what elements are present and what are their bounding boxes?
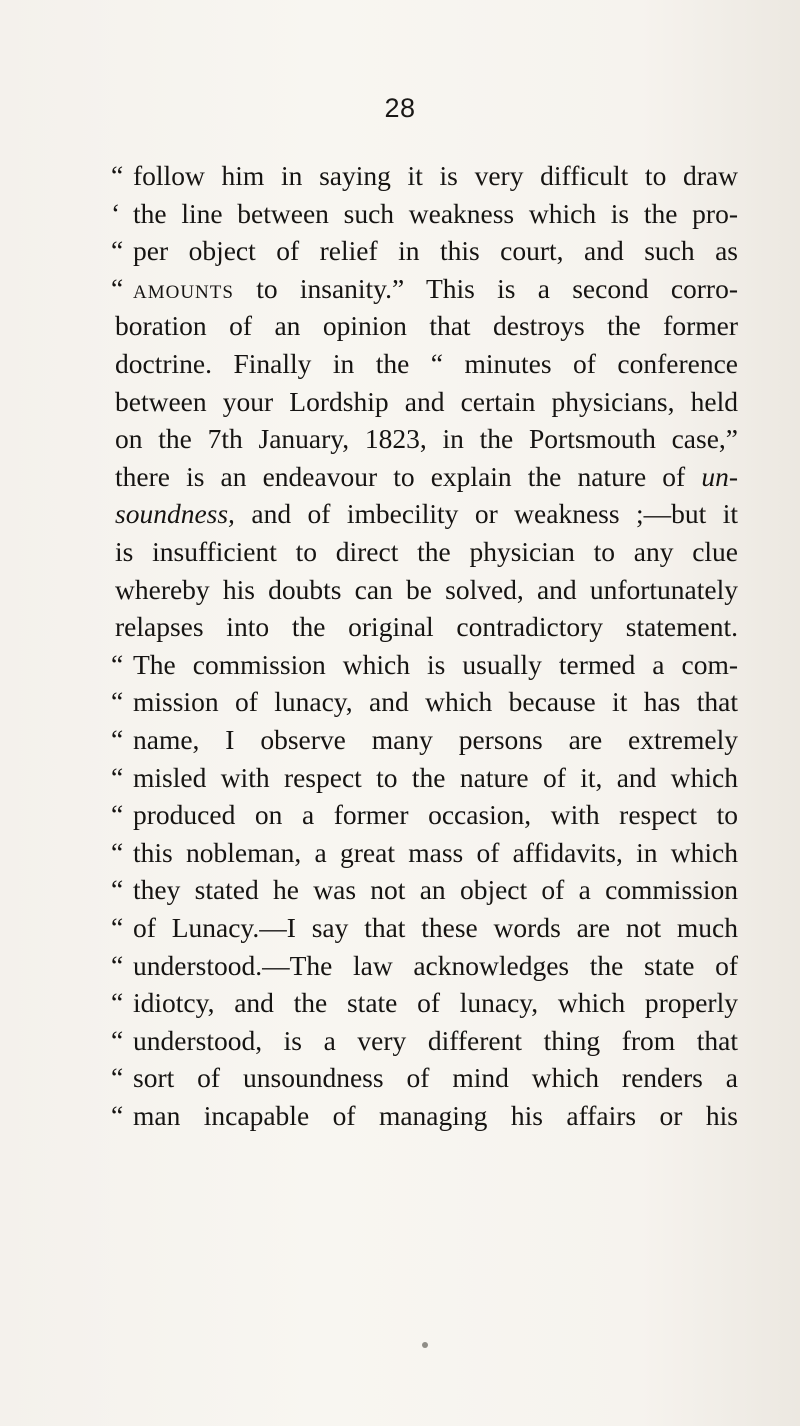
- text-line: [115, 496, 738, 532]
- quote-mark: “: [111, 1024, 124, 1056]
- text-line: [111, 760, 738, 796]
- line-text: relapses into the original contradictory statement.: [115, 611, 738, 643]
- text-line: [111, 158, 738, 194]
- line-text: and of imbecility or weakness ;—but it: [234, 498, 738, 530]
- page-number: 28: [384, 93, 416, 123]
- line-text: doctrine. Finally in the “ minutes of conference: [115, 348, 738, 379]
- line-text: produced on a former occasion, with respect to: [133, 799, 738, 831]
- text-line: [111, 835, 738, 871]
- text-line: [111, 722, 738, 758]
- line-text: on the 7th January, 1823, in the Portsmouth case,”: [115, 423, 738, 455]
- line-text: sort of unsoundness of mind which renders a: [133, 1062, 738, 1094]
- line-text: whereby his doubts can be solved, and unfortunately: [115, 573, 738, 605]
- text-line: [111, 872, 738, 908]
- quote-mark: “: [111, 724, 124, 755]
- quote-mark: “: [111, 761, 124, 793]
- line-text: mission of lunacy, and which because it has that: [133, 686, 738, 718]
- line-text: idiotcy, and the state of lunacy, which properly: [133, 987, 738, 1019]
- text-line: [111, 910, 738, 946]
- quote-mark: “: [111, 272, 124, 304]
- line-text: this nobleman, a great mass of affidavits, in which: [133, 836, 738, 868]
- line-text: per object of relief in this court, and such as: [133, 235, 738, 267]
- text-line: [111, 797, 738, 833]
- text-line: [115, 534, 738, 570]
- line-text: to insanity.” This is a second corro-: [233, 272, 738, 304]
- quote-mark: “: [111, 836, 124, 868]
- quote-mark: “: [111, 1100, 124, 1131]
- quote-mark: “: [111, 987, 124, 1019]
- italic-word: soundness,: [115, 498, 235, 530]
- quote-mark: “: [111, 799, 124, 831]
- line-text: follow him in saying it is very difficult to draw: [133, 160, 738, 191]
- quote-mark: ‘: [111, 197, 121, 229]
- text-line: [115, 459, 738, 495]
- quote-mark: “: [111, 874, 124, 906]
- line-text: name, I observe many persons are extremely: [133, 724, 738, 755]
- text-line: [111, 233, 738, 269]
- text-line: [115, 609, 738, 645]
- text-line: [115, 384, 738, 420]
- line-text: boration of an opinion that destroys the former: [115, 310, 738, 342]
- quote-mark: “: [111, 912, 124, 943]
- line-text: they stated he was not an object of a commission: [133, 874, 738, 906]
- text-line: [115, 572, 738, 608]
- line-text: understood, is a very different thing from that: [133, 1024, 738, 1056]
- text-line: [111, 985, 738, 1021]
- text-line: [115, 308, 738, 344]
- line-text: of Lunacy.—I say that these words are not much: [133, 912, 738, 943]
- text-line: [111, 948, 738, 984]
- quote-mark: “: [111, 949, 124, 981]
- text-line: [111, 196, 738, 232]
- line-text: misled with respect to the nature of it, and which: [133, 761, 738, 793]
- text-line: [111, 1098, 738, 1134]
- small-caps-word: amounts: [133, 272, 234, 304]
- line-text: between your Lordship and certain physicians, held: [115, 385, 738, 417]
- line-text: there is an endeavour to explain the nature of: [115, 460, 702, 492]
- line-text: understood.—The law acknowledges the state of: [133, 949, 738, 981]
- line-text: man incapable of managing his affairs or his: [133, 1100, 738, 1131]
- line-text: the line between such weakness which is the pro-: [133, 197, 738, 229]
- quote-mark: “: [111, 686, 124, 718]
- quote-mark: “: [111, 235, 124, 267]
- text-line: [111, 647, 738, 683]
- line-text: is insufficient to direct the physician to any clue: [115, 536, 738, 567]
- text-line: [111, 1023, 738, 1059]
- line-text: The commission which is usually termed a com-: [133, 648, 738, 680]
- text-line: [111, 271, 738, 307]
- quote-mark: “: [111, 160, 124, 191]
- text-line: [115, 346, 738, 382]
- quote-mark: “: [111, 648, 124, 680]
- text-line: [111, 1060, 738, 1096]
- text-line: [115, 421, 738, 457]
- italic-word: un-: [701, 460, 738, 492]
- text-line: [111, 684, 738, 720]
- quote-mark: “: [111, 1062, 124, 1094]
- ink-speck: [422, 1342, 428, 1348]
